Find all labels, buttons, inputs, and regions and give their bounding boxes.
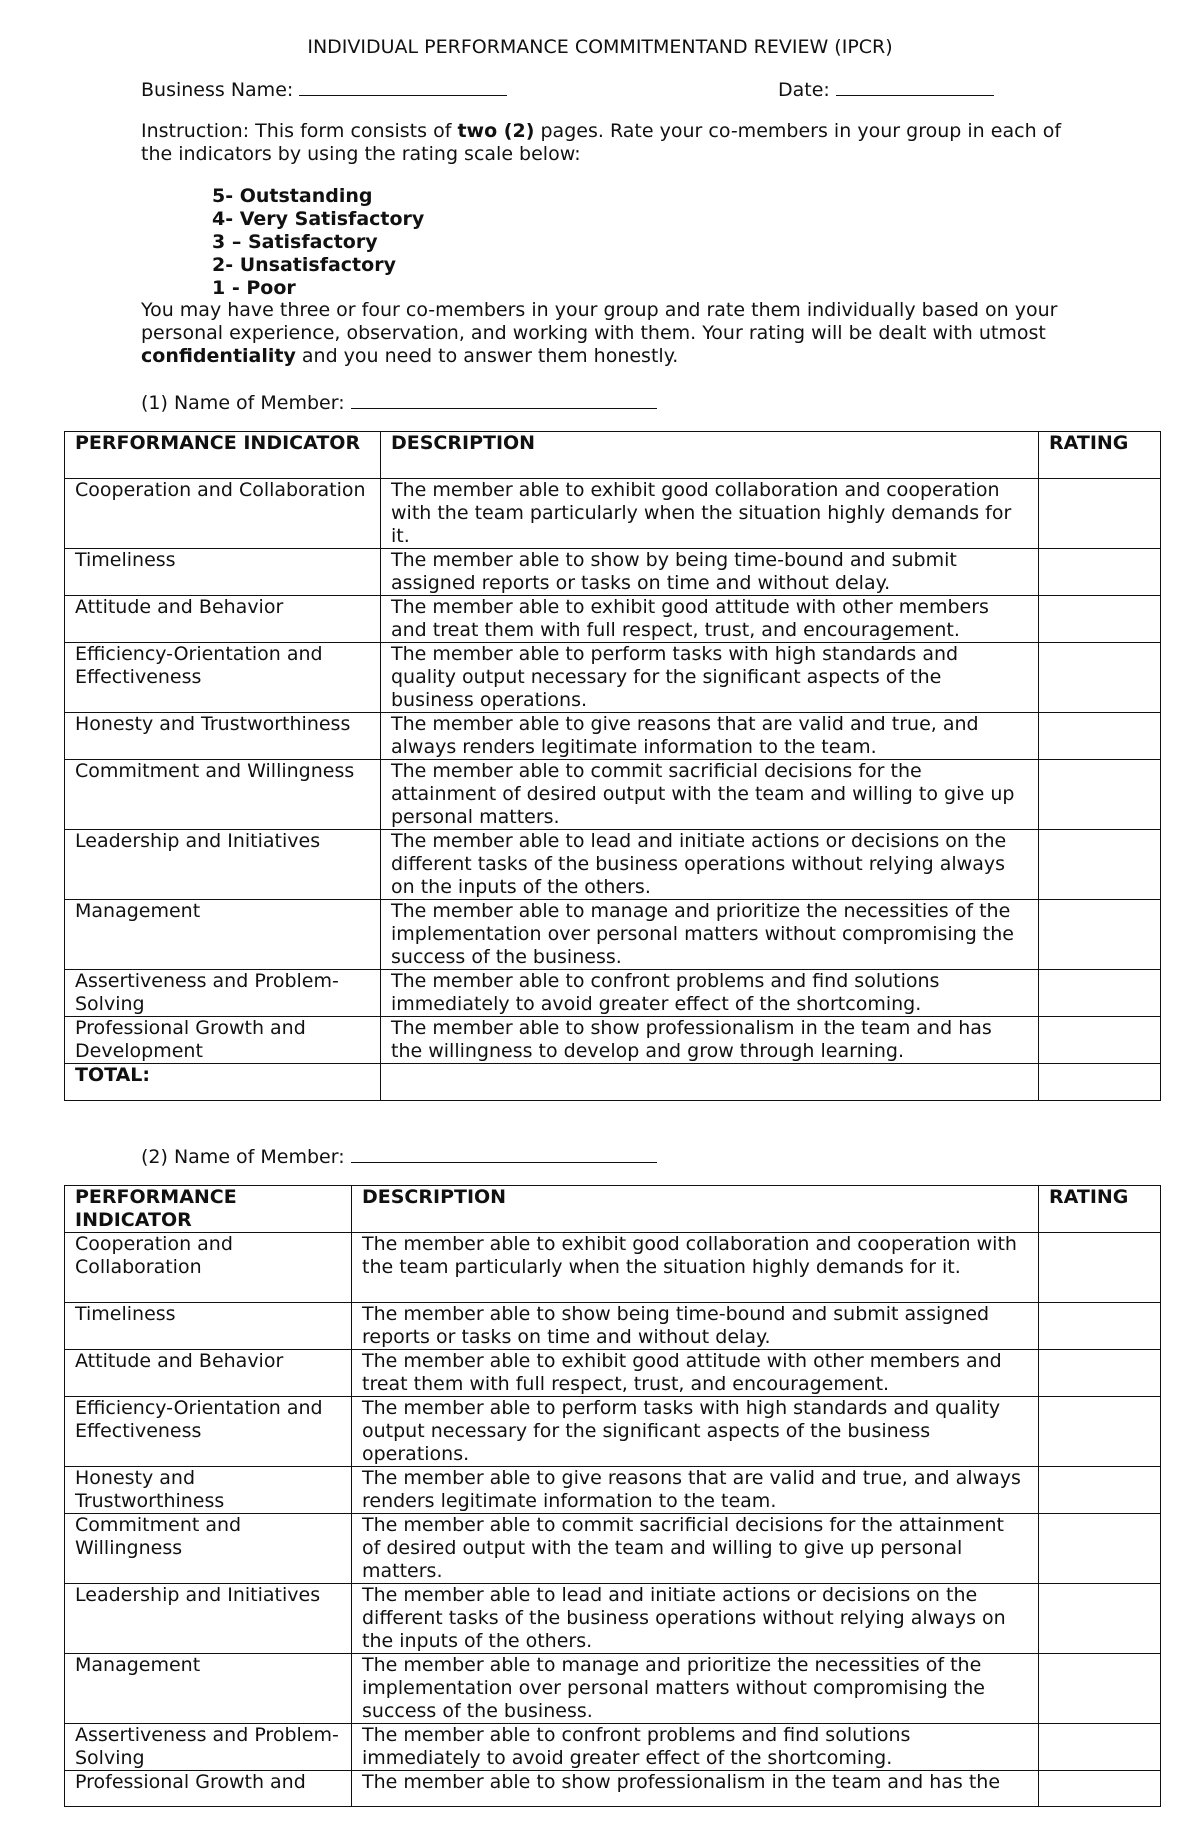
indicator-cell: Efficiency-Orientation and Effectiveness bbox=[65, 1397, 352, 1467]
table-row bbox=[65, 549, 1161, 596]
indicator-cell: Attitude and Behavior bbox=[65, 1350, 352, 1397]
description-cell: The member able to give reasons that are valid and true, and always renders legitimate information to the team. bbox=[352, 1467, 1039, 1514]
indicator-cell: Professional Growth and Development bbox=[65, 1017, 381, 1064]
member1-rating-table bbox=[64, 431, 1161, 1101]
table-row bbox=[65, 1350, 1161, 1397]
table-row bbox=[65, 596, 1161, 643]
table-row bbox=[65, 1771, 1161, 1807]
description-cell: The member able to perform tasks with high standards and quality output necessary for the significant aspects of the business operations. bbox=[381, 643, 1039, 713]
indicator-cell: Timeliness bbox=[65, 1303, 352, 1350]
rating-cell[interactable] bbox=[1039, 479, 1161, 549]
indicator-cell: Leadership and Initiatives bbox=[65, 830, 381, 900]
rating-cell[interactable] bbox=[1039, 549, 1161, 596]
total-description-cell bbox=[381, 1064, 1039, 1101]
table-row bbox=[65, 1724, 1161, 1771]
header-performance-indicator: PERFORMANCE INDICATOR bbox=[65, 432, 381, 479]
description-cell: The member able to exhibit good collaboration and cooperation with the team particularly when the situation highly demands for it. bbox=[381, 479, 1039, 549]
rating-cell[interactable] bbox=[1039, 1350, 1161, 1397]
table-row bbox=[65, 830, 1161, 900]
description-cell: The member able to perform tasks with high standards and quality output necessary for the significant aspects of the business operations. bbox=[352, 1397, 1039, 1467]
form-title: INDIVIDUAL PERFORMANCE COMMITMENTAND REVIEW (IPCR) bbox=[307, 36, 893, 58]
indicator-cell: Professional Growth and bbox=[65, 1771, 352, 1807]
business-name-label: Business Name: bbox=[141, 79, 294, 101]
table-row bbox=[65, 1514, 1161, 1584]
indicator-cell: Commitment and Willingness bbox=[65, 1514, 352, 1584]
indicator-cell: Commitment and Willingness bbox=[65, 760, 381, 830]
indicator-cell: Leadership and Initiatives bbox=[65, 1584, 352, 1654]
description-cell: The member able to show being time-bound and submit assigned reports or tasks on time and without delay. bbox=[352, 1303, 1039, 1350]
instruction-prefix: Instruction: This form consists of bbox=[141, 120, 458, 142]
description-cell: The member able to exhibit good collaboration and cooperation with the team particularly when the situation highly demands for it. bbox=[352, 1233, 1039, 1303]
member2-rating-table bbox=[64, 1185, 1161, 1807]
description-cell: The member able to show professionalism in the team and has the bbox=[352, 1771, 1039, 1807]
table-row bbox=[65, 970, 1161, 1017]
note-bold: confidentiality bbox=[141, 345, 296, 367]
table-row bbox=[65, 760, 1161, 830]
business-name-field[interactable] bbox=[299, 78, 507, 96]
rating-cell[interactable] bbox=[1039, 830, 1161, 900]
indicator-cell: Timeliness bbox=[65, 549, 381, 596]
description-cell: The member able to confront problems and find solutions immediately to avoid greater effect of the shortcoming. bbox=[381, 970, 1039, 1017]
rating-cell[interactable] bbox=[1039, 900, 1161, 970]
rating-cell[interactable] bbox=[1039, 1017, 1161, 1064]
table-row bbox=[65, 479, 1161, 549]
member1-name-line bbox=[141, 391, 657, 414]
date-field[interactable] bbox=[836, 78, 994, 96]
header-performance-indicator: PERFORMANCE INDICATOR bbox=[65, 1186, 352, 1233]
rating-cell[interactable] bbox=[1039, 596, 1161, 643]
header-rating: RATING bbox=[1039, 1186, 1161, 1233]
rating-cell[interactable] bbox=[1039, 760, 1161, 830]
business-name-line bbox=[141, 78, 507, 101]
note-suffix: and you need to answer them honestly. bbox=[295, 345, 679, 367]
member2-name-field[interactable] bbox=[351, 1145, 657, 1163]
description-cell: The member able to confront problems and find solutions immediately to avoid greater effect of the shortcoming. bbox=[352, 1724, 1039, 1771]
member1-name-field[interactable] bbox=[351, 391, 657, 409]
header-description: DESCRIPTION bbox=[352, 1186, 1039, 1233]
description-cell: The member able to exhibit good attitude with other members and treat them with full respect, trust, and encouragement. bbox=[352, 1350, 1039, 1397]
total-label: TOTAL: bbox=[65, 1064, 381, 1101]
member1-name-label: (1) Name of Member: bbox=[141, 392, 345, 414]
table-row bbox=[65, 900, 1161, 970]
description-cell: The member able to manage and prioritize the necessities of the implementation over personal matters without compromising the success of the business. bbox=[352, 1654, 1039, 1724]
date-label: Date: bbox=[778, 79, 830, 101]
rating-cell[interactable] bbox=[1039, 1397, 1161, 1467]
description-cell: The member able to lead and initiate actions or decisions on the different tasks of the business operations without relying always on the inputs of the others. bbox=[352, 1584, 1039, 1654]
indicator-cell: Management bbox=[65, 900, 381, 970]
rating-cell[interactable] bbox=[1039, 643, 1161, 713]
description-cell: The member able to show professionalism in the team and has the willingness to develop and grow through learning. bbox=[381, 1017, 1039, 1064]
indicator-cell: Efficiency-Orientation and Effectiveness bbox=[65, 643, 381, 713]
indicator-cell: Cooperation and Collaboration bbox=[65, 479, 381, 549]
indicator-cell: Honesty and Trustworthiness bbox=[65, 713, 381, 760]
instruction-bold: two (2) bbox=[457, 120, 535, 142]
total-rating-cell[interactable] bbox=[1039, 1064, 1161, 1101]
rating-cell[interactable] bbox=[1039, 970, 1161, 1017]
scale-item: 2- Unsatisfactory bbox=[212, 254, 396, 276]
table-row bbox=[65, 643, 1161, 713]
table-row bbox=[65, 1233, 1161, 1303]
instruction-text bbox=[141, 120, 1061, 166]
indicator-cell: Management bbox=[65, 1654, 352, 1724]
rating-cell[interactable] bbox=[1039, 1724, 1161, 1771]
rating-cell[interactable] bbox=[1039, 1303, 1161, 1350]
indicator-cell: Cooperation and Collaboration bbox=[65, 1233, 352, 1303]
table-row bbox=[65, 713, 1161, 760]
description-cell: The member able to commit sacrificial decisions for the attainment of desired output with the team and willing to give up personal matters. bbox=[381, 760, 1039, 830]
table-header-row bbox=[65, 432, 1161, 479]
header-description: DESCRIPTION bbox=[381, 432, 1039, 479]
table-row bbox=[65, 1303, 1161, 1350]
scale-item: 4- Very Satisfactory bbox=[212, 208, 425, 230]
indicator-cell: Assertiveness and Problem-Solving bbox=[65, 1724, 352, 1771]
instruction-suffix: pages. Rate your co-members in your group in each of the indicators by using the rating scale below: bbox=[141, 120, 1062, 165]
table-row bbox=[65, 1467, 1161, 1514]
description-cell: The member able to commit sacrificial decisions for the attainment of desired output with the team and willing to give up personal matters. bbox=[352, 1514, 1039, 1584]
note-prefix: You may have three or four co-members in your group and rate them individually based on your personal experience, observation, and working with them. Your rating will be dealt with utmost bbox=[141, 299, 1058, 344]
rating-cell[interactable] bbox=[1039, 1584, 1161, 1654]
table-row bbox=[65, 1654, 1161, 1724]
rating-cell[interactable] bbox=[1039, 1654, 1161, 1724]
rating-cell[interactable] bbox=[1039, 1467, 1161, 1514]
scale-item: 3 – Satisfactory bbox=[212, 231, 378, 253]
indicator-cell: Assertiveness and Problem-Solving bbox=[65, 970, 381, 1017]
description-cell: The member able to lead and initiate actions or decisions on the different tasks of the business operations without relying always on the inputs of the others. bbox=[381, 830, 1039, 900]
total-row bbox=[65, 1064, 1161, 1101]
date-line bbox=[778, 78, 994, 101]
header-rating: RATING bbox=[1039, 432, 1161, 479]
rating-cell[interactable] bbox=[1039, 1771, 1161, 1807]
indicator-cell: Attitude and Behavior bbox=[65, 596, 381, 643]
rating-cell[interactable] bbox=[1039, 1514, 1161, 1584]
scale-item: 5- Outstanding bbox=[212, 185, 373, 207]
confidentiality-note bbox=[141, 299, 1061, 368]
description-cell: The member able to exhibit good attitude with other members and treat them with full respect, trust, and encouragement. bbox=[381, 596, 1039, 643]
table-row bbox=[65, 1397, 1161, 1467]
description-cell: The member able to manage and prioritize the necessities of the implementation over personal matters without compromising the success of the business. bbox=[381, 900, 1039, 970]
member2-name-line bbox=[141, 1145, 657, 1168]
indicator-cell: Honesty and Trustworthiness bbox=[65, 1467, 352, 1514]
member2-name-label: (2) Name of Member: bbox=[141, 1146, 345, 1168]
table-row bbox=[65, 1017, 1161, 1064]
table-header-row bbox=[65, 1186, 1161, 1233]
description-cell: The member able to give reasons that are valid and true, and always renders legitimate information to the team. bbox=[381, 713, 1039, 760]
scale-item: 1 - Poor bbox=[212, 277, 296, 299]
rating-cell[interactable] bbox=[1039, 713, 1161, 760]
rating-scale bbox=[212, 185, 424, 300]
table-row bbox=[65, 1584, 1161, 1654]
rating-cell[interactable] bbox=[1039, 1233, 1161, 1303]
description-cell: The member able to show by being time-bound and submit assigned reports or tasks on time and without delay. bbox=[381, 549, 1039, 596]
